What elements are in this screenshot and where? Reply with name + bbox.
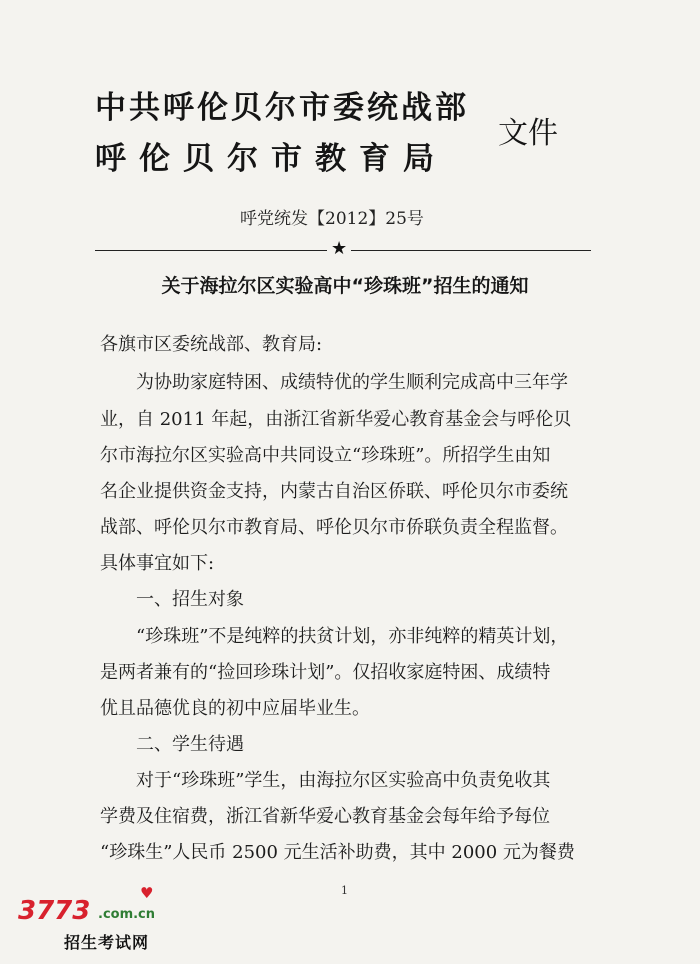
section-heading: 一、招生对象 xyxy=(136,589,244,610)
section-heading: 二、学生待遇 xyxy=(136,734,244,755)
watermark-domain: .com.cn xyxy=(98,907,156,922)
body-line: 名企业提供资金支持，内蒙古自治区侨联、呼伦贝尔市委统 xyxy=(100,481,568,502)
body-line: 尔市海拉尔区实验高中共同设立“珍珠班”。所招学生由知 xyxy=(100,445,551,466)
body-line: 优且品德优良的初中应届毕业生。 xyxy=(100,698,370,719)
site-watermark-logo xyxy=(18,884,178,956)
body-line: 业，自 2011 年起，由浙江省新华爱心教育基金会与呼伦贝 xyxy=(100,409,572,430)
watermark-brand: 3773 xyxy=(18,896,91,926)
document-number: 呼党统发【2012】25号 xyxy=(240,209,424,229)
body-line: 是两者兼有的“捡回珍珠计划”。仅招收家庭特困、成绩特 xyxy=(100,662,551,683)
page-number: 1 xyxy=(341,884,348,897)
body-line: 具体事宜如下: xyxy=(100,553,215,574)
body-line: 学费及住宿费，浙江省新华爱心教育基金会每年给予每位 xyxy=(100,806,550,827)
watermark-tagline: 招生考试网 xyxy=(64,933,150,952)
body-line: 对于“珍珠班”学生，由海拉尔区实验高中负责免收其 xyxy=(136,770,551,791)
header-divider xyxy=(95,240,595,260)
issuer-line-1: 中共呼伦贝尔市委统战部 xyxy=(95,90,469,126)
body-line: “珍珠生”人民币 2500 元生活补助费，其中 2000 元为餐费 xyxy=(100,842,575,863)
divider-line-right xyxy=(351,250,591,251)
notice-title: 关于海拉尔区实验高中“珍珠班”招生的通知 xyxy=(161,275,529,297)
star-icon: ★ xyxy=(331,238,348,259)
heart-icon: ♥ xyxy=(140,884,154,902)
salutation: 各旗市区委统战部、教育局: xyxy=(100,334,323,355)
body-line: 为协助家庭特困、成绩特优的学生顺利完成高中三年学 xyxy=(136,372,568,393)
body-line: “珍珠班”不是纯粹的扶贫计划，亦非纯粹的精英计划， xyxy=(136,626,569,647)
issuer-line-2: 呼伦贝尔市教育局 xyxy=(95,141,447,177)
divider-line-left xyxy=(95,250,327,251)
document-type-label: 文件 xyxy=(498,116,558,151)
body-line: 战部、呼伦贝尔市教育局、呼伦贝尔市侨联负责全程监督。 xyxy=(100,517,568,538)
